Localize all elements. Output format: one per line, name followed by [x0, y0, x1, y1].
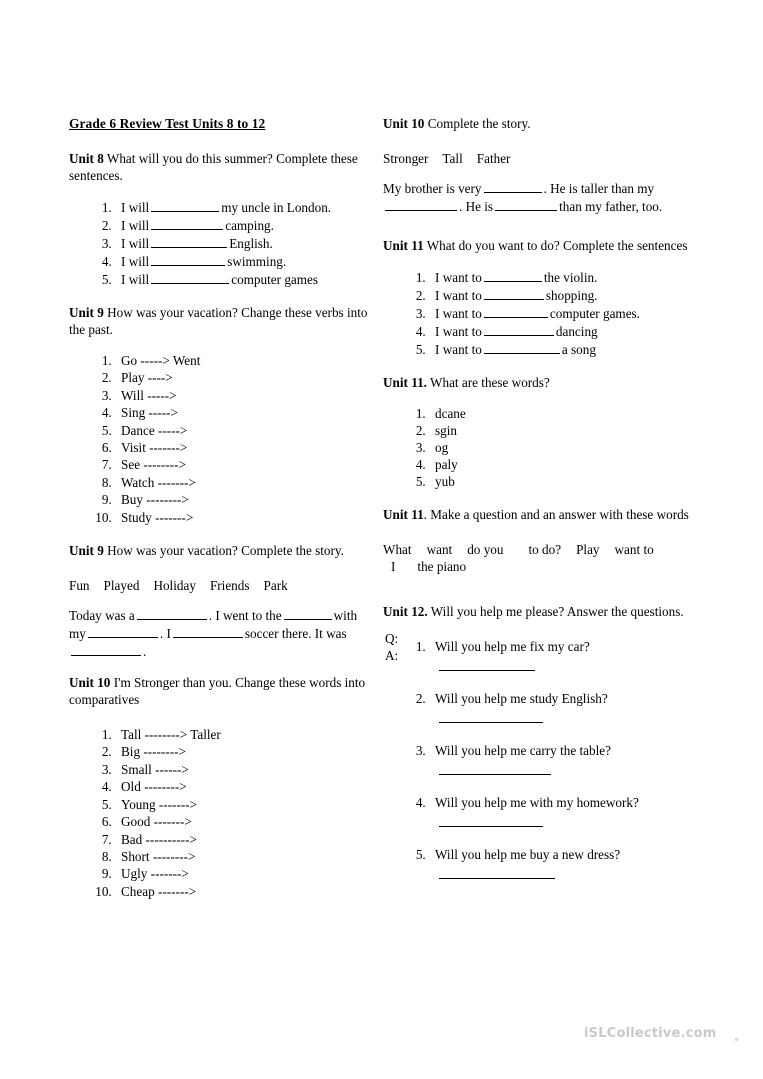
- item-suffix: swimming.: [227, 254, 287, 269]
- list-item: [429, 268, 693, 286]
- unit8-instruction: What will you do this summer? Complete these sentences.: [69, 151, 358, 183]
- unit11-words-heading: [383, 374, 693, 391]
- item-suffix: English.: [229, 236, 273, 251]
- answer-blank[interactable]: [284, 606, 332, 620]
- word-bank-item: Stronger: [383, 151, 429, 166]
- item-suffix: computer games: [231, 272, 319, 287]
- answer-label: A:: [385, 648, 399, 663]
- scramble-word: I: [391, 559, 396, 574]
- answer-blank[interactable]: [151, 216, 223, 230]
- answer-blank[interactable]: [484, 322, 554, 336]
- story-fragment: my: [69, 626, 86, 642]
- item-suffix: computer games.: [549, 306, 640, 321]
- unit8-heading: [69, 150, 369, 184]
- list-item: [115, 234, 369, 252]
- list-item: 1. Go -----> Went: [115, 352, 369, 369]
- list-item: 2. sgin: [429, 422, 693, 439]
- unit9-story-label: Unit 9: [69, 543, 104, 559]
- list-item: 2. Play ---->: [115, 369, 369, 386]
- answer-blank[interactable]: [385, 197, 457, 211]
- unit11-words-list: [383, 405, 693, 490]
- unit10-story-text: [383, 179, 693, 215]
- answer-blank[interactable]: [495, 197, 557, 211]
- scramble-word: to do?: [528, 542, 562, 557]
- list-item: 10. Study ------->: [115, 509, 369, 526]
- word-bank-item: Tall: [442, 151, 463, 166]
- scramble-word: Play: [576, 542, 600, 557]
- list-item: [429, 304, 693, 322]
- unit11-want-heading: [383, 237, 693, 254]
- question-text: Will you help me fix my car?: [435, 639, 590, 654]
- answer-blank[interactable]: [151, 198, 219, 212]
- item-suffix: my uncle in London.: [221, 200, 332, 215]
- unit11-want-label: Unit 11: [383, 238, 424, 253]
- answer-blank[interactable]: [137, 606, 207, 620]
- answer-blank[interactable]: [439, 761, 551, 775]
- story-fragment: soccer there. It was: [244, 626, 347, 642]
- unit10-story-heading: [383, 115, 693, 132]
- item-prefix: I will: [121, 254, 150, 269]
- unit12-label: Unit 12.: [383, 604, 428, 619]
- list-item: 3. Will ----->: [115, 387, 369, 404]
- answer-blank[interactable]: [151, 252, 225, 266]
- item-prefix: I will: [121, 218, 150, 233]
- item-prefix: I want to: [435, 306, 482, 321]
- list-item: [115, 198, 369, 216]
- story-fragment: with: [333, 608, 358, 624]
- list-item: 7. Bad ---------->: [115, 831, 369, 848]
- story-fragment: . I went to the: [208, 608, 282, 624]
- answer-blank[interactable]: [484, 304, 548, 318]
- question-label: Q:: [385, 631, 399, 646]
- answer-blank[interactable]: [173, 624, 243, 638]
- unit10-story-label: Unit 10: [383, 116, 425, 131]
- unit12-list: [383, 638, 693, 879]
- unit11-scramble-line-1: [383, 541, 693, 558]
- list-item: 7. See -------->: [115, 456, 369, 473]
- word-bank-item: Friends: [209, 578, 250, 594]
- answer-blank[interactable]: [88, 624, 158, 638]
- answer-blank[interactable]: [484, 268, 542, 282]
- watermark: iSLCollective.com: [584, 1026, 717, 1041]
- word-bank-item: Park: [263, 578, 288, 594]
- story-fragment: Today was a: [69, 608, 135, 624]
- unit10-comparatives-instruction: I'm Stronger than you. Change these words into comparatives: [69, 675, 366, 708]
- unit11-want-list: [383, 268, 693, 358]
- answer-blank[interactable]: [484, 340, 560, 354]
- list-item: 6. Good ------->: [115, 813, 369, 830]
- story-fragment: . He is taller than my: [543, 181, 655, 196]
- scramble-word: the piano: [417, 559, 467, 574]
- unit9-word-bank: [69, 577, 369, 594]
- list-item: 5. yub: [429, 473, 693, 490]
- list-item: 4. paly: [429, 456, 693, 473]
- item-prefix: I want to: [435, 342, 482, 357]
- list-item: [429, 340, 693, 358]
- item-suffix: camping.: [225, 218, 274, 233]
- question-text: Will you help me with my homework?: [435, 795, 639, 810]
- list-item: [115, 252, 369, 270]
- list-item: 9. Buy -------->: [115, 491, 369, 508]
- list-item: 8. Watch ------->: [115, 474, 369, 491]
- word-bank-item: Played: [103, 578, 140, 594]
- unit11-words-label: Unit 11.: [383, 375, 427, 390]
- unit9-verbs-heading: [69, 304, 369, 338]
- item-prefix: I will: [121, 236, 150, 251]
- story-fragment: than my father, too.: [559, 199, 663, 214]
- story-fragment: . He is: [459, 199, 494, 214]
- list-item: [429, 846, 693, 879]
- list-item: 4. Old -------->: [115, 778, 369, 795]
- list-item: 8. Short -------->: [115, 848, 369, 865]
- list-item: 10. Cheap ------->: [115, 883, 369, 900]
- unit11-question-heading: [383, 506, 693, 523]
- unit11-words-instruction: What are these words?: [426, 375, 550, 390]
- item-prefix: I want to: [435, 270, 482, 285]
- answer-blank[interactable]: [151, 270, 229, 284]
- scramble-word: want: [426, 542, 453, 557]
- list-item: 4. Sing ----->: [115, 404, 369, 421]
- scramble-word: do you: [467, 542, 504, 557]
- list-item: [429, 794, 693, 827]
- unit12-instruction: Will you help me please? Answer the questions.: [427, 604, 684, 619]
- list-item: 2. Big -------->: [115, 743, 369, 760]
- item-suffix: shopping.: [545, 288, 598, 303]
- page-title: Grade 6 Review Test Units 8 to 12: [69, 116, 266, 131]
- question-text: Will you help me carry the table?: [435, 743, 611, 758]
- answer-blank[interactable]: [439, 657, 535, 671]
- unit12-heading: [383, 603, 693, 620]
- unit11-want-instruction: What do you want to do? Complete the sentences: [423, 238, 688, 253]
- list-item: [429, 742, 693, 775]
- question-text: Will you help me buy a new dress?: [435, 847, 621, 862]
- list-item: 6. Visit ------->: [115, 439, 369, 456]
- answer-blank[interactable]: [439, 813, 543, 827]
- item-suffix: the violin.: [543, 270, 598, 285]
- list-item: 9. Ugly ------->: [115, 865, 369, 882]
- answer-blank[interactable]: [151, 234, 227, 248]
- list-item: 3. Small ------>: [115, 761, 369, 778]
- unit9-story-instruction: How was your vacation? Complete the story.: [103, 543, 344, 559]
- list-item: [115, 270, 369, 288]
- list-item: [115, 216, 369, 234]
- answer-blank[interactable]: [484, 286, 544, 300]
- list-item: 5. Young ------->: [115, 796, 369, 813]
- unit11-question-instruction: . Make a question and an answer with these words: [423, 507, 689, 522]
- story-fragment: .: [143, 644, 147, 660]
- item-prefix: I want to: [435, 288, 482, 303]
- unit9-verbs-list: [69, 352, 369, 526]
- list-item: [429, 638, 693, 671]
- story-fragment: My brother is very: [383, 181, 482, 196]
- unit8-label: Unit 8: [69, 151, 104, 166]
- answer-blank[interactable]: [439, 865, 555, 879]
- unit10-word-bank: [383, 150, 693, 167]
- word-bank-item: Holiday: [153, 578, 196, 594]
- list-item: 3. og: [429, 439, 693, 456]
- unit9-verbs-instruction: How was your vacation? Change these verbs into the past.: [69, 305, 368, 337]
- unit9-story-text: [69, 606, 369, 660]
- item-suffix: dancing: [555, 324, 598, 339]
- unit10-story-instruction: Complete the story.: [424, 116, 531, 131]
- list-item: [429, 690, 693, 723]
- unit8-list: [69, 198, 369, 288]
- left-column: [69, 115, 369, 900]
- unit10-comparatives-list: [69, 726, 369, 900]
- unit10-comparatives-label: Unit 10: [69, 675, 111, 691]
- question-text: Will you help me study English?: [435, 691, 608, 706]
- unit9-story-heading: [69, 542, 369, 559]
- item-suffix: a song: [561, 342, 596, 357]
- item-prefix: I will: [121, 272, 150, 287]
- scramble-word: What: [383, 542, 412, 557]
- story-fragment: . I: [159, 626, 171, 642]
- word-bank-item: Fun: [69, 578, 90, 594]
- word-bank-item: Father: [476, 151, 511, 166]
- list-item: 1. Tall --------> Taller: [115, 726, 369, 743]
- list-item: 1. dcane: [429, 405, 693, 422]
- unit11-question-label: Unit 11: [383, 507, 424, 522]
- unit11-qa-block: [385, 630, 398, 664]
- answer-blank[interactable]: [439, 709, 543, 723]
- list-item: 5. Dance ----->: [115, 422, 369, 439]
- item-prefix: I want to: [435, 324, 482, 339]
- scramble-word: want to: [614, 542, 654, 557]
- watermark-dot: [735, 1038, 738, 1041]
- list-item: [429, 322, 693, 340]
- answer-blank[interactable]: [71, 642, 141, 656]
- unit11-scramble-line-2: [383, 558, 693, 575]
- list-item: [429, 286, 693, 304]
- unit10-comparatives-heading: [69, 674, 369, 708]
- right-column: [383, 115, 693, 879]
- item-prefix: I will: [121, 200, 150, 215]
- unit9-verbs-label: Unit 9: [69, 305, 104, 320]
- answer-blank[interactable]: [484, 179, 542, 193]
